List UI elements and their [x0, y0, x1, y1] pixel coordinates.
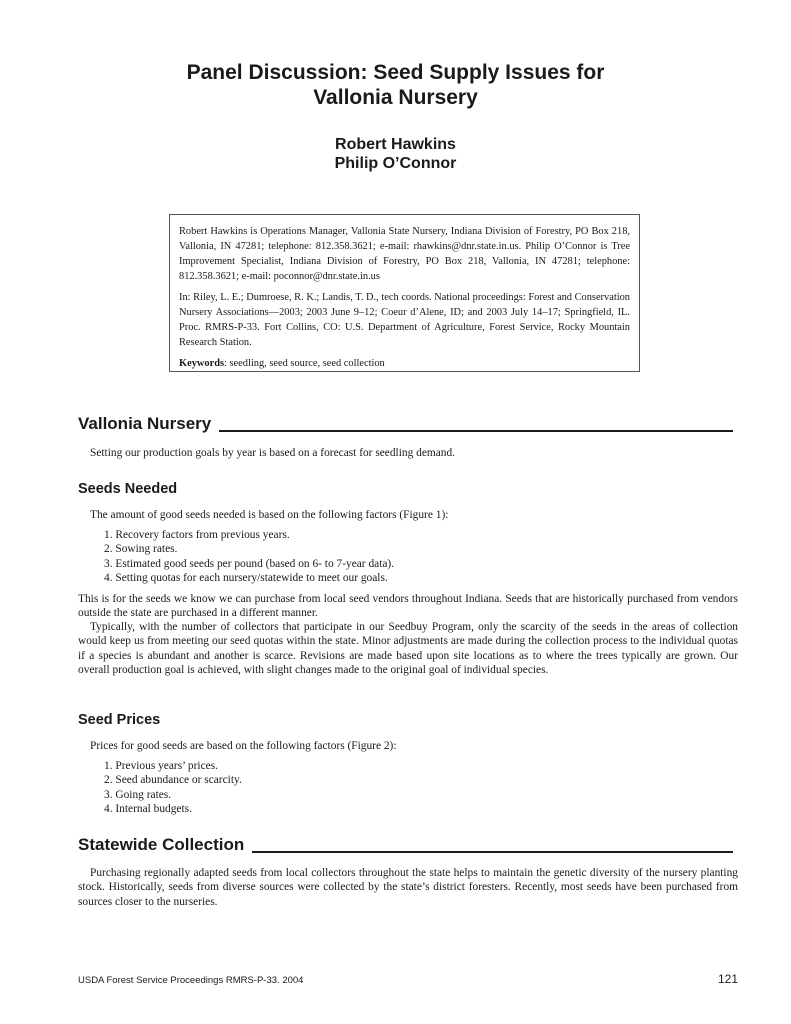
- heading-rule: [219, 430, 733, 432]
- citation-text: In: Riley, L. E.; Dumroese, R. K.; Landis, T. D., tech coords. National proceedings: Forest and Conservation Nursery Associations—2003; 2003 June 9–12; Coeur d’Alene, ID; and 2003 July 14–17; Springfield, IL. Proc. RMRS-P-33. Fort Collins, CO: U.S. Department of Agriculture, Forest Service, Rocky Mountain Research Station.: [179, 292, 630, 348]
- list-item: 4. Setting quotas for each nursery/statewide to meet our goals.: [104, 572, 388, 585]
- subheading-seeds-needed: Seeds Needed: [78, 481, 178, 497]
- author-2: Philip O’Connor: [334, 155, 457, 172]
- list-item: 1. Recovery factors from previous years.: [104, 529, 290, 541]
- subheading-seed-prices: Seed Prices: [78, 712, 161, 728]
- affiliation-text: Robert Hawkins is Operations Manager, Vallonia State Nursery, Indiana Division of Forestry, PO Box 218, Vallonia, IN 47281; telephone: 812.358.3621; e-mail: rhawkins@dnr.state.in.us. Philip O’Connor is Tree Improvement Specialist, Indiana Division of Forestry, PO Box 218, Vallonia, IN 47281; telephone: 812.358.3621; e-mail: poconnor@dnr.state.in.us: [179, 226, 630, 282]
- seed-prices-intro: Prices for good seeds are based on the following factors (Figure 2):: [90, 740, 397, 752]
- statewide-collection-paragraph: Purchasing regionally adapted seeds from local collectors throughout the state helps to maintain the genetic diversity of the nursery planting stock. Historically, seeds from diverse sources were collected by the state’s district foresters. Recently, most seeds have been purchased from sources closer to the nurseries.: [78, 867, 738, 908]
- section-heading-text: Vallonia Nursery: [78, 414, 212, 433]
- section-heading-statewide-collection: [78, 835, 733, 855]
- list-item: 2. Seed abundance or scarcity.: [104, 774, 242, 787]
- list-item: 3. Going rates.: [104, 788, 172, 801]
- keywords-label: Keywords: [179, 358, 225, 369]
- keywords-value: : seedling, seed source, seed collection: [224, 358, 385, 369]
- seed-prices-list: [104, 759, 242, 817]
- seeds-needed-paragraph-2: Typically, with the number of collectors that participate in our Seedbuy Program, only the scarcity of the seeds in the areas of collection would keep us from meeting our seed quotas within the state. Minor adjustments are made during the collection process to the individual quotas if a species is abundant and another is scarce. Revisions are made based upon site locations as to where the trees typically are grown. Our overall production goal is achieved, with slight changes made to the original goal of individual species.: [78, 621, 738, 677]
- author-1: Robert Hawkins: [335, 136, 456, 153]
- seeds-needed-paragraph-1: This is for the seeds we know we can purchase from local seed vendors throughout Indiana. Seeds that are historically purchased from vendors outside the state are purchased in a different manner.: [78, 593, 738, 620]
- list-item: 4. Internal budgets.: [104, 803, 192, 816]
- title-line-1: Panel Discussion: Seed Supply Issues for: [186, 61, 605, 84]
- seeds-needed-list: [104, 528, 394, 586]
- seeds-needed-intro: The amount of good seeds needed is based on the following factors (Figure 1):: [90, 509, 449, 521]
- list-item: 3. Estimated good seeds per pound (based on 6- to 7-year data).: [104, 557, 395, 570]
- list-item: 1. Previous years’ prices.: [104, 760, 218, 772]
- section-heading-vallonia-nursery: [78, 414, 733, 434]
- keywords-line: [179, 356, 630, 371]
- heading-rule: [252, 851, 733, 853]
- author-info-box: [169, 214, 640, 372]
- page-number: 121: [717, 972, 738, 986]
- paper-title: [0, 60, 791, 110]
- list-item: 2. Sowing rates.: [104, 543, 178, 556]
- section-heading-text: Statewide Collection: [78, 835, 245, 854]
- authors: [0, 135, 791, 173]
- footer-citation: USDA Forest Service Proceedings RMRS-P-33. 2004: [78, 975, 304, 986]
- section-intro: Setting our production goals by year is based on a forecast for seedling demand.: [90, 447, 456, 459]
- title-line-2: Vallonia Nursery: [313, 86, 478, 109]
